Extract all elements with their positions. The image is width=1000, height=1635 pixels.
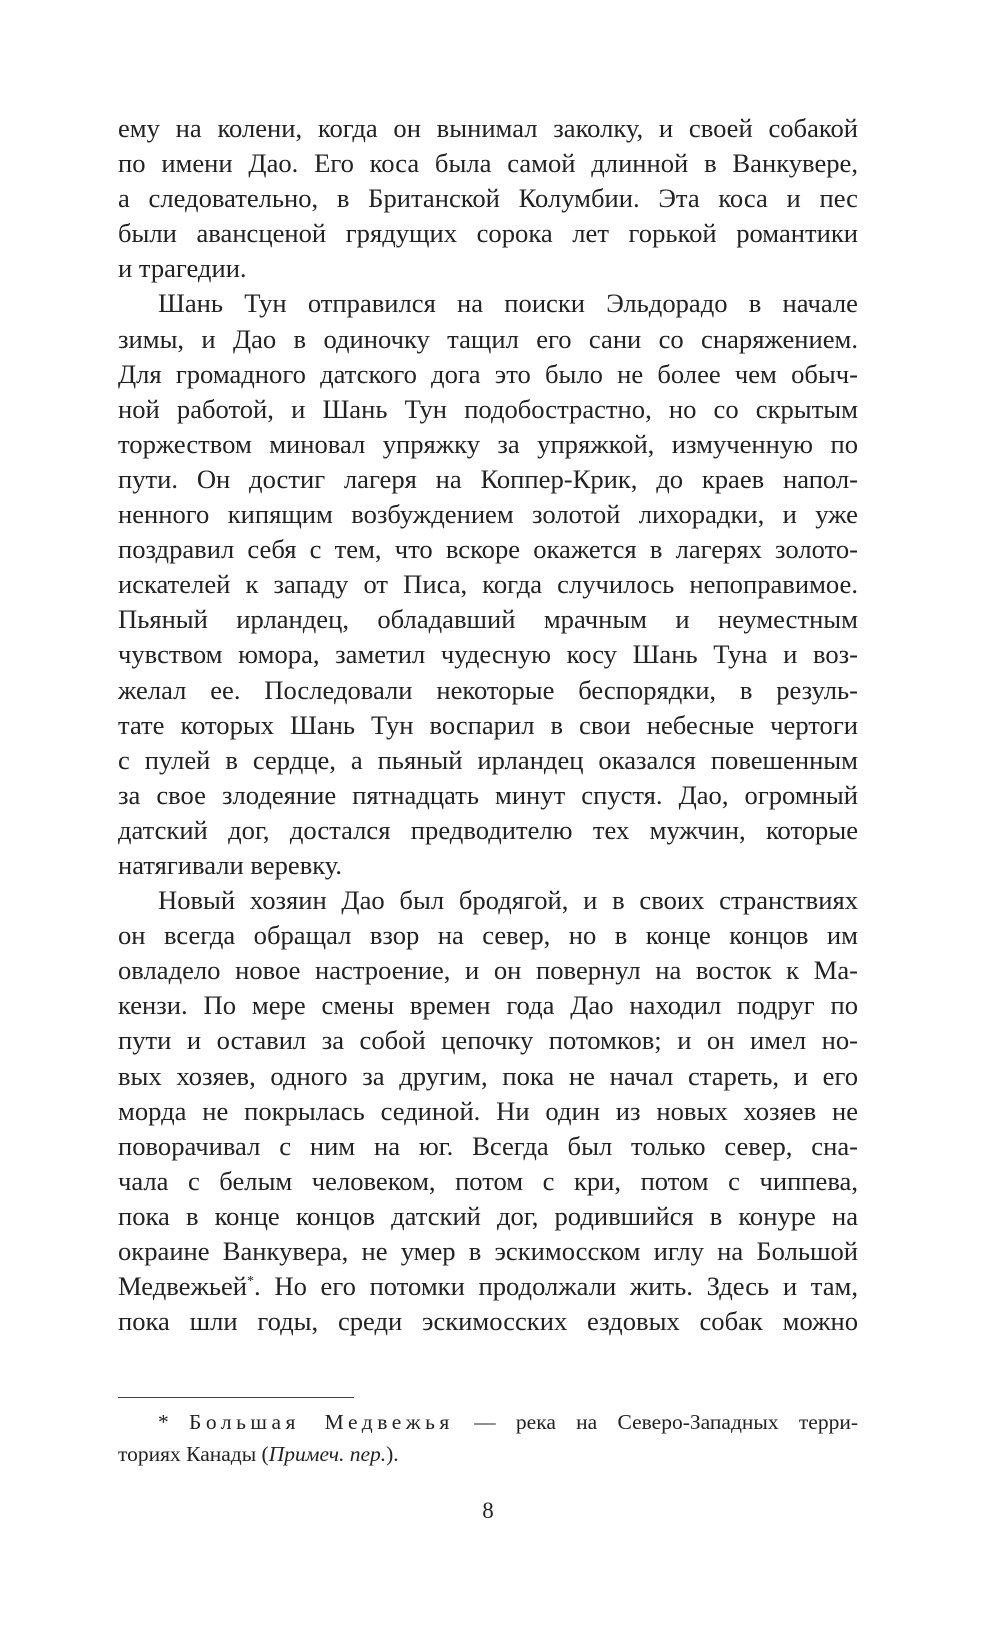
footnote-text: ториях Канады ( [118, 1442, 269, 1466]
translator-note: Примеч. пер. [268, 1442, 387, 1466]
text-line: окраине Ванкувера, не умер в эскимосском иглу на Большой [118, 1236, 858, 1266]
footnote-ref-word: Медвежьей [118, 1271, 248, 1302]
text-line: пока в конце концов датский дог, родившийся в конуре на [118, 1200, 858, 1231]
text-line: пока шли годы, среди эскимосских ездовых собак можно [118, 1306, 858, 1337]
footnote-term: Большая Медвежья [189, 1410, 454, 1434]
page-number: 8 [482, 1498, 494, 1523]
text-line: поздравил себя с тем, что вскоре окажется в лагерях золото- [118, 534, 858, 565]
text-line: были авансценой грядущих сорока лет горькой романтики [118, 218, 858, 249]
text-line: вых хозяев, одного за другим, пока не начал стареть, и его [118, 1060, 858, 1091]
text-line: натягивали веревку. [118, 849, 343, 880]
footnote [118, 1406, 858, 1470]
text-line-with-footnote-ref [118, 1269, 858, 1304]
text-line: он всегда обращал взор на север, но в конце концов им [118, 920, 858, 951]
text-line: поворачивал с ним на юг. Всегда был только север, сна- [118, 1130, 858, 1161]
text-line: Пьяный ирландец, обладавший мрачным и неуместным [118, 604, 858, 635]
text-line: с пулей в сердце, а пьяный ирландец оказался повешенным [118, 744, 858, 775]
text-line: по имени Дао. Его коса была самой длинной в Ванкувере, [118, 148, 858, 179]
footnote-text: — река на Северо-Западных терри- [474, 1410, 858, 1434]
paragraph-start-line: Новый хозяин Дао был бродягой, и в своих странствиях [158, 885, 858, 916]
text-line: ной работой, и Шань Тун подобострастно, но со скрытым [118, 393, 858, 424]
text-line: морда не покрылась сединой. Ни один из новых хозяев не [118, 1095, 858, 1126]
text-line: желал ее. Последовали некоторые беспорядки, в резуль- [118, 674, 858, 705]
text-line: ненного кипящим возбуждением золотой лихорадки, и уже [118, 499, 858, 530]
footnote-ref-marker[interactable]: * [247, 1274, 255, 1290]
text-line: кензи. По мере смены времен года Дао находил подруг по [118, 990, 858, 1021]
main-text [118, 111, 858, 1339]
text-line: а следовательно, в Британской Колумбии. Эта коса и пес [118, 183, 858, 214]
footnote-text: ). [386, 1442, 399, 1466]
text-line: пути и оставил за собой цепочку потомков; и он имел но- [118, 1025, 858, 1056]
text-line: зимы, и Дао в одиночку тащил его сани со снаряжением. [118, 323, 858, 354]
text-line: Для громадного датского дога это было не более чем обыч- [118, 358, 858, 389]
footnote-line [118, 1406, 858, 1438]
footnote-line [118, 1438, 858, 1470]
text-line-rest: . Но его потомки продолжали жить. Здесь и там, [254, 1271, 858, 1302]
text-line: датский дог, достался предводителю тех мужчин, которые [118, 814, 858, 845]
text-line: чувством юмора, заметил чудесную косу Шань Туна и воз- [118, 639, 858, 670]
footnote-divider [118, 1397, 354, 1398]
text-line: тате которых Шань Тун воспарил в свои небесные чертоги [118, 709, 858, 740]
paragraph-start-line: Шань Тун отправился на поиски Эльдорадо в начале [158, 288, 858, 319]
text-line: и трагедии. [118, 253, 247, 284]
footnote-marker: * [158, 1410, 169, 1434]
text-line: пути. Он достиг лагеря на Коппер-Крик, до краев напол- [118, 463, 858, 494]
text-line: овладело новое настроение, и он повернул на восток к Ма- [118, 955, 858, 986]
text-line: ему на колени, когда он вынимал заколку, и своей собакой [118, 113, 858, 143]
text-line: чала с белым человеком, потом с кри, потом с чиппева, [118, 1165, 858, 1196]
text-line: торжеством миновал упряжку за упряжкой, измученную по [118, 428, 858, 459]
text-line: за свое злодеяние пятнадцать минут спустя. Дао, огромный [118, 779, 858, 810]
text-line: искателей к западу от Писа, когда случилось непоправимое. [118, 569, 858, 600]
